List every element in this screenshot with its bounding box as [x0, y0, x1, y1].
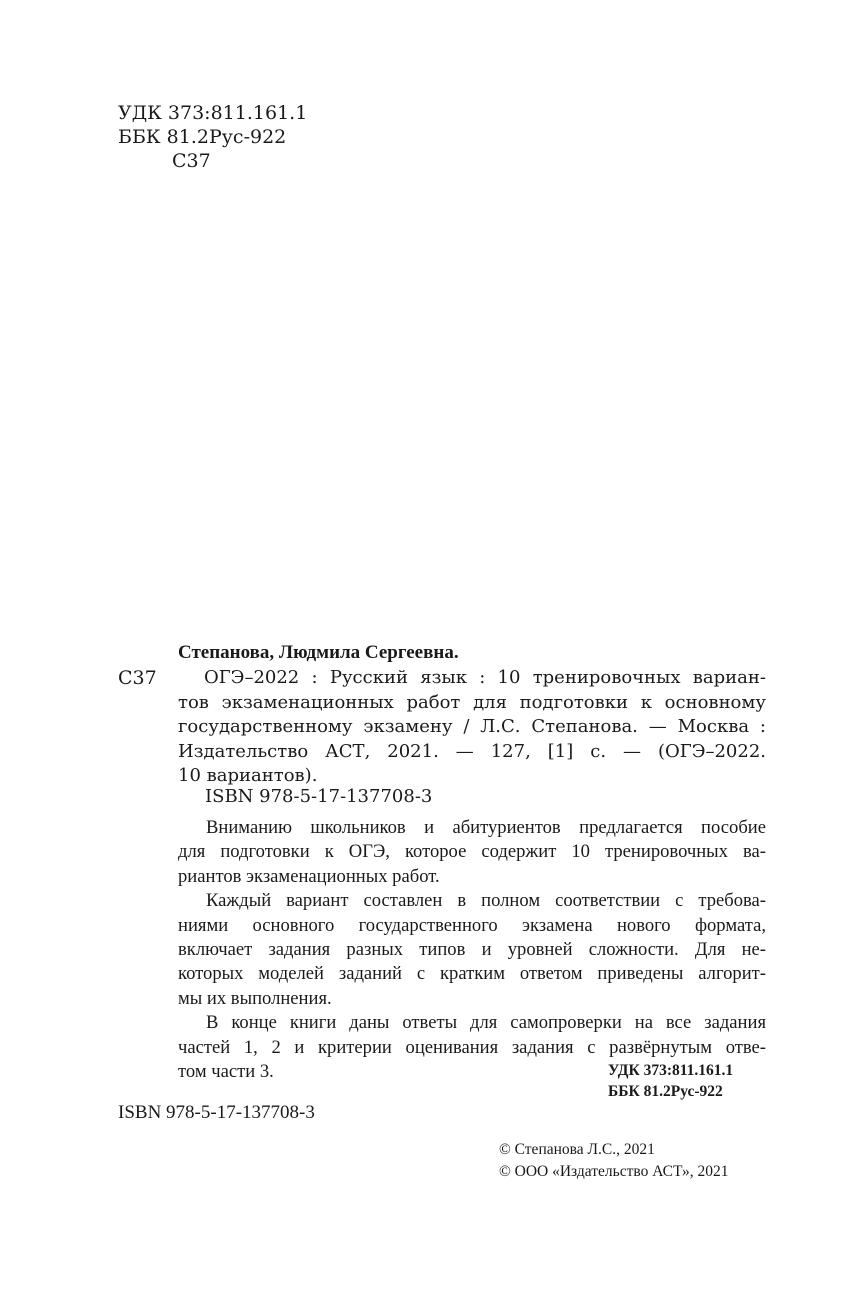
udk-code: УДК 373:811.161.1 — [118, 102, 308, 124]
catalog-description-line: государственному экзамену / Л.С. Степанова. — Москва : — [178, 716, 766, 737]
bbk-code: ББК 81.2Рус-922 — [608, 1083, 723, 1100]
annotation — [178, 816, 766, 1084]
isbn: ISBN 978-5-17-137708-3 — [118, 1102, 315, 1123]
annotation-line: В конце книги даны ответы для самопроверки на все задания — [206, 1012, 766, 1034]
copyright-author: © Степанова Л.С., 2021 — [499, 1141, 655, 1158]
annotation-line: частей 1, 2 и критерии оценивания задания с развёрнутым отве- — [178, 1036, 766, 1058]
annotation-line: для подготовки к ОГЭ, которое содержит 10 тренировочных ва- — [178, 841, 766, 863]
annotation-line: которых моделей заданий с кратким ответом приведены алгорит- — [178, 963, 766, 985]
catalog-author: Степанова, Людмила Сергеевна. — [178, 642, 459, 663]
udk-code: УДК 373:811.161.1 — [608, 1062, 734, 1079]
catalog-description-line: ОГЭ–2022 : Русский язык : 10 тренировочных вариан- — [204, 667, 766, 688]
annotation-paragraph — [178, 816, 766, 889]
catalog-description — [178, 666, 766, 789]
catalog-description-line: Издательство АСТ, 2021. — 127, [1] с. — (ОГЭ–2022. — [178, 740, 766, 762]
catalog-isbn: ISBN 978-5-17-137708-3 — [205, 786, 433, 807]
annotation-line: мы их выполнения. — [178, 987, 332, 1009]
author-mark: С37 — [172, 150, 211, 172]
catalog-author-mark: С37 — [118, 667, 157, 689]
copyright-publisher: © ООО «Издательство АСТ», 2021 — [499, 1163, 729, 1180]
annotation-line: включает задания разных типов и уровней сложности. Для не- — [178, 938, 766, 960]
annotation-line: риантов экзаменационных работ. — [178, 865, 440, 887]
classification-codes-bottom — [608, 1060, 733, 1102]
annotation-line: ниями основного государственного экзамена нового формата, — [178, 914, 766, 936]
bbk-code: ББК 81.2Рус-922 — [118, 126, 287, 148]
annotation-line: Каждый вариант составлен в полном соответствии с требова- — [206, 890, 766, 912]
copyright-block — [499, 1139, 729, 1183]
classification-codes-top — [118, 101, 307, 173]
catalog-description-line: 10 вариантов). — [178, 765, 318, 786]
annotation-line: том части 3. — [178, 1060, 274, 1082]
annotation-line: Вниманию школьников и абитуриентов предлагается пособие — [206, 817, 766, 838]
catalog-description-line: тов экзаменационных работ для подготовки к основному — [178, 691, 766, 713]
annotation-paragraph — [178, 889, 766, 1011]
